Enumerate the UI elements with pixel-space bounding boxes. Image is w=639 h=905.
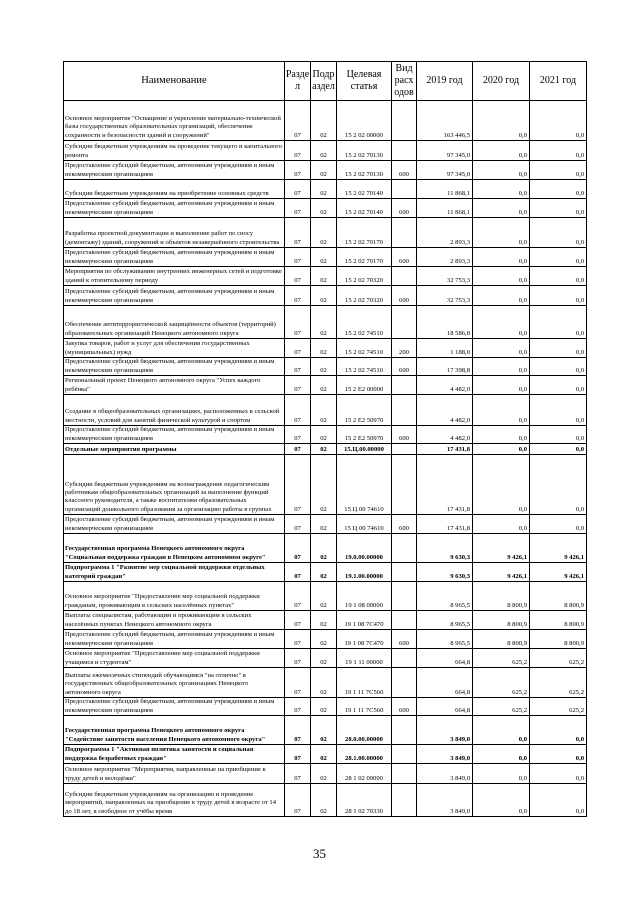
row-name-cell: Предоставление субсидий бюджетным, автономным учреждениям и иным некоммерческим организациям bbox=[64, 515, 285, 534]
row-amount-2019-cell: 97 345,0 bbox=[417, 161, 473, 180]
row-subsection-cell: 02 bbox=[311, 764, 337, 784]
table-row bbox=[64, 199, 587, 218]
row-expense-type-cell bbox=[392, 563, 417, 582]
table-row bbox=[64, 101, 587, 141]
row-name-cell: Предоставление субсидий бюджетным, автономным учреждениям и иным некоммерческим организациям bbox=[64, 630, 285, 649]
table-row bbox=[64, 611, 587, 630]
row-target-article-cell: 15 2 E2 50970 bbox=[337, 426, 392, 444]
row-subsection-cell: 02 bbox=[311, 515, 337, 534]
row-amount-2019-cell: 1 188,0 bbox=[417, 339, 473, 358]
row-amount-2021-cell: 8 800,9 bbox=[530, 582, 587, 611]
row-amount-2021-cell: 0,0 bbox=[530, 339, 587, 358]
header-target-article: Целевая статья bbox=[337, 62, 392, 101]
row-target-article-cell: 15 2 02 70320 bbox=[337, 267, 392, 286]
row-subsection-cell: 02 bbox=[311, 358, 337, 376]
row-target-article-cell: 15 2 02 74510 bbox=[337, 339, 392, 358]
row-target-article-cell: 19 1 08 00000 bbox=[337, 582, 392, 611]
row-subsection-cell: 02 bbox=[311, 218, 337, 248]
row-section-cell: 07 bbox=[285, 101, 311, 141]
header-year-2020: 2020 год bbox=[473, 62, 530, 101]
row-amount-2019-cell: 3 849,0 bbox=[417, 764, 473, 784]
header-name: Наименование bbox=[64, 62, 285, 101]
row-name-cell: Разработка проектной документации и выполнение работ по сносу (демонтажу) зданий, сооружений и объектов незавершённого строительства bbox=[64, 218, 285, 248]
table-row bbox=[64, 563, 587, 582]
row-expense-type-cell bbox=[392, 180, 417, 199]
header-subsection: Подр аздел bbox=[311, 62, 337, 101]
row-name-cell: Предоставление субсидий бюджетным, автономным учреждениям и иным некоммерческим организациям bbox=[64, 248, 285, 267]
row-amount-2019-cell: 163 446,5 bbox=[417, 101, 473, 141]
row-name-cell: Основное мероприятие "Предоставление мер социальной поддержки гражданам, проживающим в сельских населённых пунктах" bbox=[64, 582, 285, 611]
row-section-cell: 07 bbox=[285, 248, 311, 267]
row-subsection-cell: 02 bbox=[311, 248, 337, 267]
row-subsection-cell: 02 bbox=[311, 630, 337, 649]
row-name-cell: Субсидии бюджетным учреждениям на организацию и проведение мероприятий, направленных на приобщение к труду детей в возрасте от 14 до 18 лет, в свободное от учёбы время bbox=[64, 784, 285, 817]
row-name-cell: Субсидии бюджетным учреждениям на приобретение основных средств bbox=[64, 180, 285, 199]
row-section-cell: 07 bbox=[285, 649, 311, 668]
row-amount-2019-cell: 8 965,5 bbox=[417, 582, 473, 611]
row-target-article-cell: 28.0.00.00000 bbox=[337, 716, 392, 745]
row-expense-type-cell bbox=[392, 267, 417, 286]
header-expense-type: Вид расх одов bbox=[392, 62, 417, 101]
row-expense-type-cell: 600 bbox=[392, 426, 417, 444]
row-expense-type-cell bbox=[392, 141, 417, 161]
row-target-article-cell: 15 Ц 00 74610 bbox=[337, 455, 392, 515]
row-expense-type-cell bbox=[392, 716, 417, 745]
table-row bbox=[64, 358, 587, 376]
row-amount-2020-cell: 0,0 bbox=[473, 358, 530, 376]
row-amount-2019-cell: 4 482,0 bbox=[417, 376, 473, 395]
row-amount-2020-cell: 0,0 bbox=[473, 306, 530, 339]
row-amount-2021-cell: 8 800,9 bbox=[530, 611, 587, 630]
row-target-article-cell: 19.0.00.00000 bbox=[337, 534, 392, 563]
row-section-cell: 07 bbox=[285, 286, 311, 306]
row-section-cell: 07 bbox=[285, 161, 311, 180]
table-row bbox=[64, 248, 587, 267]
row-target-article-cell: 19.1.00.00000 bbox=[337, 563, 392, 582]
row-amount-2021-cell: 0,0 bbox=[530, 515, 587, 534]
row-amount-2020-cell: 0,0 bbox=[473, 515, 530, 534]
row-amount-2021-cell: 0,0 bbox=[530, 716, 587, 745]
row-target-article-cell: 19 1 11 7C560 bbox=[337, 668, 392, 698]
row-amount-2021-cell: 0,0 bbox=[530, 358, 587, 376]
row-amount-2021-cell: 0,0 bbox=[530, 141, 587, 161]
row-amount-2020-cell: 0,0 bbox=[473, 395, 530, 426]
row-amount-2019-cell: 32 753,3 bbox=[417, 267, 473, 286]
row-name-cell: Создание в общеобразовательных организациях, расположенных в сельской местности, условий для занятий физической культурой и спортом bbox=[64, 395, 285, 426]
row-amount-2019-cell: 9 630,3 bbox=[417, 534, 473, 563]
row-target-article-cell: 15 2 02 70170 bbox=[337, 218, 392, 248]
row-amount-2021-cell: 0,0 bbox=[530, 376, 587, 395]
row-name-cell: Государственная программа Ненецкого автономного округа "Социальная поддержка граждан в Ненецком автономном округе" bbox=[64, 534, 285, 563]
row-subsection-cell: 02 bbox=[311, 426, 337, 444]
row-section-cell: 07 bbox=[285, 582, 311, 611]
row-name-cell: Государственная программа Ненецкого автономного округа "Содействие занятости населения Ненецкого автономного округа" bbox=[64, 716, 285, 745]
row-amount-2020-cell: 0,0 bbox=[473, 199, 530, 218]
row-expense-type-cell bbox=[392, 444, 417, 455]
row-expense-type-cell bbox=[392, 101, 417, 141]
table-row bbox=[64, 395, 587, 426]
row-amount-2021-cell: 0,0 bbox=[530, 101, 587, 141]
row-amount-2019-cell: 664,8 bbox=[417, 668, 473, 698]
row-expense-type-cell: 600 bbox=[392, 698, 417, 716]
row-section-cell: 07 bbox=[285, 745, 311, 764]
row-target-article-cell: 28.1.00.00000 bbox=[337, 745, 392, 764]
row-subsection-cell: 02 bbox=[311, 376, 337, 395]
row-amount-2019-cell: 17 431,8 bbox=[417, 444, 473, 455]
table-row bbox=[64, 161, 587, 180]
row-amount-2020-cell: 0,0 bbox=[473, 455, 530, 515]
row-expense-type-cell bbox=[392, 534, 417, 563]
row-subsection-cell: 02 bbox=[311, 716, 337, 745]
row-subsection-cell: 02 bbox=[311, 582, 337, 611]
table-row bbox=[64, 784, 587, 817]
row-section-cell: 07 bbox=[285, 426, 311, 444]
row-amount-2020-cell: 0,0 bbox=[473, 180, 530, 199]
row-amount-2019-cell: 97 345,0 bbox=[417, 141, 473, 161]
row-amount-2020-cell: 0,0 bbox=[473, 339, 530, 358]
row-amount-2020-cell: 0,0 bbox=[473, 745, 530, 764]
table-row bbox=[64, 745, 587, 764]
row-subsection-cell: 02 bbox=[311, 611, 337, 630]
row-amount-2021-cell: 9 426,1 bbox=[530, 534, 587, 563]
row-amount-2021-cell: 0,0 bbox=[530, 784, 587, 817]
row-amount-2020-cell: 8 800,9 bbox=[473, 582, 530, 611]
row-expense-type-cell bbox=[392, 218, 417, 248]
row-target-article-cell: 19 1 11 7C560 bbox=[337, 698, 392, 716]
row-amount-2020-cell: 0,0 bbox=[473, 161, 530, 180]
row-amount-2019-cell: 3 849,0 bbox=[417, 716, 473, 745]
row-target-article-cell: 15 2 02 70320 bbox=[337, 286, 392, 306]
row-amount-2019-cell: 11 868,1 bbox=[417, 180, 473, 199]
row-amount-2021-cell: 0,0 bbox=[530, 161, 587, 180]
row-target-article-cell: 15 2 02 70140 bbox=[337, 199, 392, 218]
row-expense-type-cell bbox=[392, 764, 417, 784]
row-target-article-cell: 15 Ц 00 74610 bbox=[337, 515, 392, 534]
row-subsection-cell: 02 bbox=[311, 455, 337, 515]
row-subsection-cell: 02 bbox=[311, 784, 337, 817]
row-name-cell: Основное мероприятие "Мероприятия, направленные на приобщение к труду детей и молодёжи" bbox=[64, 764, 285, 784]
row-amount-2021-cell: 0,0 bbox=[530, 180, 587, 199]
row-amount-2019-cell: 4 482,0 bbox=[417, 426, 473, 444]
row-subsection-cell: 02 bbox=[311, 698, 337, 716]
row-expense-type-cell: 600 bbox=[392, 248, 417, 267]
row-amount-2020-cell: 0,0 bbox=[473, 141, 530, 161]
row-amount-2020-cell: 0,0 bbox=[473, 248, 530, 267]
row-section-cell: 07 bbox=[285, 444, 311, 455]
row-amount-2020-cell: 8 800,9 bbox=[473, 611, 530, 630]
table-row bbox=[64, 180, 587, 199]
row-target-article-cell: 15 2 02 00000 bbox=[337, 101, 392, 141]
row-subsection-cell: 02 bbox=[311, 101, 337, 141]
row-target-article-cell: 15 2 E2 50970 bbox=[337, 395, 392, 426]
row-subsection-cell: 02 bbox=[311, 180, 337, 199]
row-expense-type-cell: 600 bbox=[392, 358, 417, 376]
row-section-cell: 07 bbox=[285, 199, 311, 218]
row-amount-2019-cell: 3 849,0 bbox=[417, 745, 473, 764]
row-subsection-cell: 02 bbox=[311, 339, 337, 358]
row-expense-type-cell bbox=[392, 395, 417, 426]
row-section-cell: 07 bbox=[285, 515, 311, 534]
row-target-article-cell: 28 1 02 00000 bbox=[337, 764, 392, 784]
row-name-cell: Основное мероприятие "Оснащение и укрепление материально-технической базы государственных образовательных организаций, обеспечение сохранности и безопасности зданий и сооружений" bbox=[64, 101, 285, 141]
budget-table bbox=[63, 61, 587, 817]
row-section-cell: 07 bbox=[285, 218, 311, 248]
row-target-article-cell: 15 2 E2 00000 bbox=[337, 376, 392, 395]
row-subsection-cell: 02 bbox=[311, 668, 337, 698]
row-section-cell: 07 bbox=[285, 141, 311, 161]
row-expense-type-cell: 600 bbox=[392, 161, 417, 180]
row-section-cell: 07 bbox=[285, 180, 311, 199]
row-amount-2021-cell: 0,0 bbox=[530, 745, 587, 764]
row-amount-2021-cell: 9 426,1 bbox=[530, 563, 587, 582]
row-amount-2020-cell: 0,0 bbox=[473, 101, 530, 141]
row-section-cell: 07 bbox=[285, 630, 311, 649]
table-row bbox=[64, 515, 587, 534]
row-target-article-cell: 19 1 11 00000 bbox=[337, 649, 392, 668]
row-amount-2021-cell: 0,0 bbox=[530, 764, 587, 784]
table-row bbox=[64, 649, 587, 668]
row-amount-2021-cell: 625,2 bbox=[530, 668, 587, 698]
row-expense-type-cell: 200 bbox=[392, 339, 417, 358]
row-name-cell: Субсидии бюджетным учреждениям на вознаграждение педагогическим работникам общеобразовательных организаций за выполнение функций классного руководителя, а также воспитателям образовательных организаций дошкольного образования за организацию работы в группах bbox=[64, 455, 285, 515]
row-section-cell: 07 bbox=[285, 784, 311, 817]
page-number: 35 bbox=[313, 846, 326, 861]
row-name-cell: Отдельные мероприятия программы bbox=[64, 444, 285, 455]
row-amount-2019-cell: 2 893,3 bbox=[417, 218, 473, 248]
row-name-cell: Региональный проект Ненецкого автономного округа "Успех каждого ребёнка" bbox=[64, 376, 285, 395]
row-amount-2019-cell: 2 893,3 bbox=[417, 248, 473, 267]
row-name-cell: Основное мероприятие "Предоставление мер социальной поддержки учащимся и студентам" bbox=[64, 649, 285, 668]
header-year-2019: 2019 год bbox=[417, 62, 473, 101]
row-expense-type-cell bbox=[392, 784, 417, 817]
row-subsection-cell: 02 bbox=[311, 649, 337, 668]
row-subsection-cell: 02 bbox=[311, 306, 337, 339]
row-amount-2019-cell: 17 431,8 bbox=[417, 515, 473, 534]
row-expense-type-cell bbox=[392, 376, 417, 395]
row-subsection-cell: 02 bbox=[311, 534, 337, 563]
row-section-cell: 07 bbox=[285, 455, 311, 515]
row-amount-2020-cell: 0,0 bbox=[473, 764, 530, 784]
row-subsection-cell: 02 bbox=[311, 199, 337, 218]
row-amount-2021-cell: 0,0 bbox=[530, 248, 587, 267]
table-row bbox=[64, 668, 587, 698]
table-row bbox=[64, 764, 587, 784]
row-name-cell: Предоставление субсидий бюджетным, автономным учреждениям и иным некоммерческим организациям bbox=[64, 698, 285, 716]
table-row bbox=[64, 534, 587, 563]
row-subsection-cell: 02 bbox=[311, 444, 337, 455]
row-target-article-cell: 15 2 02 70130 bbox=[337, 141, 392, 161]
table-row bbox=[64, 218, 587, 248]
table-row bbox=[64, 426, 587, 444]
row-expense-type-cell: 600 bbox=[392, 630, 417, 649]
row-name-cell: Обеспечение антитеррористической защищённости объектов (территорий) образовательных организаций Ненецкого автономного округа bbox=[64, 306, 285, 339]
row-subsection-cell: 02 bbox=[311, 395, 337, 426]
row-amount-2019-cell: 17 398,8 bbox=[417, 358, 473, 376]
table-row bbox=[64, 339, 587, 358]
row-amount-2021-cell: 0,0 bbox=[530, 426, 587, 444]
table-row bbox=[64, 286, 587, 306]
table-body bbox=[64, 101, 587, 817]
row-amount-2020-cell: 625,2 bbox=[473, 649, 530, 668]
table-row bbox=[64, 630, 587, 649]
row-amount-2020-cell: 0,0 bbox=[473, 376, 530, 395]
row-expense-type-cell bbox=[392, 745, 417, 764]
row-subsection-cell: 02 bbox=[311, 141, 337, 161]
row-section-cell: 07 bbox=[285, 698, 311, 716]
row-name-cell: Мероприятия по обслуживанию внутренних инженерных сетей и подготовке зданий к отопительному периоду bbox=[64, 267, 285, 286]
row-amount-2020-cell: 0,0 bbox=[473, 716, 530, 745]
row-section-cell: 07 bbox=[285, 534, 311, 563]
row-target-article-cell: 28 1 02 70330 bbox=[337, 784, 392, 817]
table-row bbox=[64, 455, 587, 515]
table-row bbox=[64, 716, 587, 745]
row-amount-2019-cell: 32 753,3 bbox=[417, 286, 473, 306]
table-row bbox=[64, 376, 587, 395]
row-target-article-cell: 15.Ц.00.00000 bbox=[337, 444, 392, 455]
row-amount-2020-cell: 625,2 bbox=[473, 698, 530, 716]
row-section-cell: 07 bbox=[285, 395, 311, 426]
row-name-cell: Подпрограмма 1 "Развитие мер социальной поддержки отдельных категорий граждан" bbox=[64, 563, 285, 582]
row-amount-2021-cell: 0,0 bbox=[530, 267, 587, 286]
row-expense-type-cell bbox=[392, 582, 417, 611]
row-amount-2019-cell: 17 431,8 bbox=[417, 455, 473, 515]
row-section-cell: 07 bbox=[285, 563, 311, 582]
row-section-cell: 07 bbox=[285, 668, 311, 698]
table-row bbox=[64, 582, 587, 611]
row-amount-2021-cell: 0,0 bbox=[530, 306, 587, 339]
row-amount-2021-cell: 0,0 bbox=[530, 199, 587, 218]
row-section-cell: 07 bbox=[285, 611, 311, 630]
row-section-cell: 07 bbox=[285, 267, 311, 286]
row-name-cell: Предоставление субсидий бюджетным, автономным учреждениям и иным некоммерческим организациям bbox=[64, 199, 285, 218]
table-row bbox=[64, 306, 587, 339]
table-row bbox=[64, 267, 587, 286]
row-section-cell: 07 bbox=[285, 358, 311, 376]
row-expense-type-cell bbox=[392, 649, 417, 668]
row-name-cell: Субсидии бюджетным учреждениям на проведение текущего и капитального ремонта bbox=[64, 141, 285, 161]
row-name-cell: Подпрограмма 1 "Активная политика занятости и социальная поддержка безработных граждан" bbox=[64, 745, 285, 764]
row-target-article-cell: 15 2 02 74510 bbox=[337, 306, 392, 339]
table-row bbox=[64, 141, 587, 161]
row-amount-2020-cell: 9 426,1 bbox=[473, 534, 530, 563]
row-amount-2020-cell: 625,2 bbox=[473, 668, 530, 698]
row-subsection-cell: 02 bbox=[311, 286, 337, 306]
row-amount-2020-cell: 0,0 bbox=[473, 784, 530, 817]
row-expense-type-cell bbox=[392, 611, 417, 630]
row-amount-2021-cell: 0,0 bbox=[530, 444, 587, 455]
row-amount-2020-cell: 0,0 bbox=[473, 426, 530, 444]
row-subsection-cell: 02 bbox=[311, 563, 337, 582]
row-section-cell: 07 bbox=[285, 376, 311, 395]
row-amount-2019-cell: 664,8 bbox=[417, 698, 473, 716]
row-target-article-cell: 15 2 02 70140 bbox=[337, 180, 392, 199]
row-amount-2020-cell: 8 800,9 bbox=[473, 630, 530, 649]
table-row bbox=[64, 698, 587, 716]
row-section-cell: 07 bbox=[285, 716, 311, 745]
row-target-article-cell: 19 1 08 7C470 bbox=[337, 611, 392, 630]
row-amount-2019-cell: 8 965,5 bbox=[417, 611, 473, 630]
row-amount-2021-cell: 8 800,9 bbox=[530, 630, 587, 649]
row-name-cell: Предоставление субсидий бюджетным, автономным учреждениям и иным некоммерческим организациям bbox=[64, 426, 285, 444]
row-expense-type-cell: 600 bbox=[392, 286, 417, 306]
row-section-cell: 07 bbox=[285, 306, 311, 339]
row-amount-2019-cell: 9 630,3 bbox=[417, 563, 473, 582]
row-amount-2020-cell: 0,0 bbox=[473, 267, 530, 286]
row-amount-2019-cell: 664,8 bbox=[417, 649, 473, 668]
row-expense-type-cell bbox=[392, 455, 417, 515]
row-section-cell: 07 bbox=[285, 764, 311, 784]
row-expense-type-cell bbox=[392, 306, 417, 339]
row-target-article-cell: 15 2 02 74510 bbox=[337, 358, 392, 376]
row-amount-2021-cell: 625,2 bbox=[530, 649, 587, 668]
header-section: Разде л bbox=[285, 62, 311, 101]
row-name-cell: Выплаты ежемесячных стипендий обучающимся "на отлично" в государственных общеобразовательных организациях Ненецкого автономного округа bbox=[64, 668, 285, 698]
row-amount-2019-cell: 3 849,0 bbox=[417, 784, 473, 817]
row-subsection-cell: 02 bbox=[311, 267, 337, 286]
row-amount-2021-cell: 0,0 bbox=[530, 455, 587, 515]
row-section-cell: 07 bbox=[285, 339, 311, 358]
row-amount-2021-cell: 0,0 bbox=[530, 286, 587, 306]
row-target-article-cell: 19 1 08 7C470 bbox=[337, 630, 392, 649]
row-amount-2020-cell: 0,0 bbox=[473, 218, 530, 248]
row-name-cell: Предоставление субсидий бюджетным, автономным учреждениям и иным некоммерческим организациям bbox=[64, 286, 285, 306]
row-amount-2020-cell: 9 426,1 bbox=[473, 563, 530, 582]
row-amount-2021-cell: 625,2 bbox=[530, 698, 587, 716]
row-expense-type-cell: 600 bbox=[392, 515, 417, 534]
row-amount-2020-cell: 0,0 bbox=[473, 444, 530, 455]
row-name-cell: Выплаты специалистам, работающим и проживающим в сельских населённых пунктах Ненецкого автономного округа bbox=[64, 611, 285, 630]
row-amount-2021-cell: 0,0 bbox=[530, 395, 587, 426]
row-expense-type-cell: 600 bbox=[392, 199, 417, 218]
row-name-cell: Предоставление субсидий бюджетным, автономным учреждениям и иным некоммерческим организациям bbox=[64, 161, 285, 180]
table-header-row bbox=[64, 62, 587, 101]
row-target-article-cell: 15 2 02 70170 bbox=[337, 248, 392, 267]
row-amount-2020-cell: 0,0 bbox=[473, 286, 530, 306]
row-name-cell: Закупка товаров, работ и услуг для обеспечения государственных (муниципальных) нужд bbox=[64, 339, 285, 358]
row-amount-2021-cell: 0,0 bbox=[530, 218, 587, 248]
row-amount-2019-cell: 4 482,0 bbox=[417, 395, 473, 426]
row-amount-2019-cell: 18 586,8 bbox=[417, 306, 473, 339]
row-subsection-cell: 02 bbox=[311, 161, 337, 180]
row-amount-2019-cell: 11 868,1 bbox=[417, 199, 473, 218]
table-row bbox=[64, 444, 587, 455]
row-amount-2019-cell: 8 965,5 bbox=[417, 630, 473, 649]
row-expense-type-cell bbox=[392, 668, 417, 698]
header-year-2021: 2021 год bbox=[530, 62, 587, 101]
row-name-cell: Предоставление субсидий бюджетным, автономным учреждениям и иным некоммерческим организациям bbox=[64, 358, 285, 376]
row-target-article-cell: 15 2 02 70130 bbox=[337, 161, 392, 180]
row-subsection-cell: 02 bbox=[311, 745, 337, 764]
